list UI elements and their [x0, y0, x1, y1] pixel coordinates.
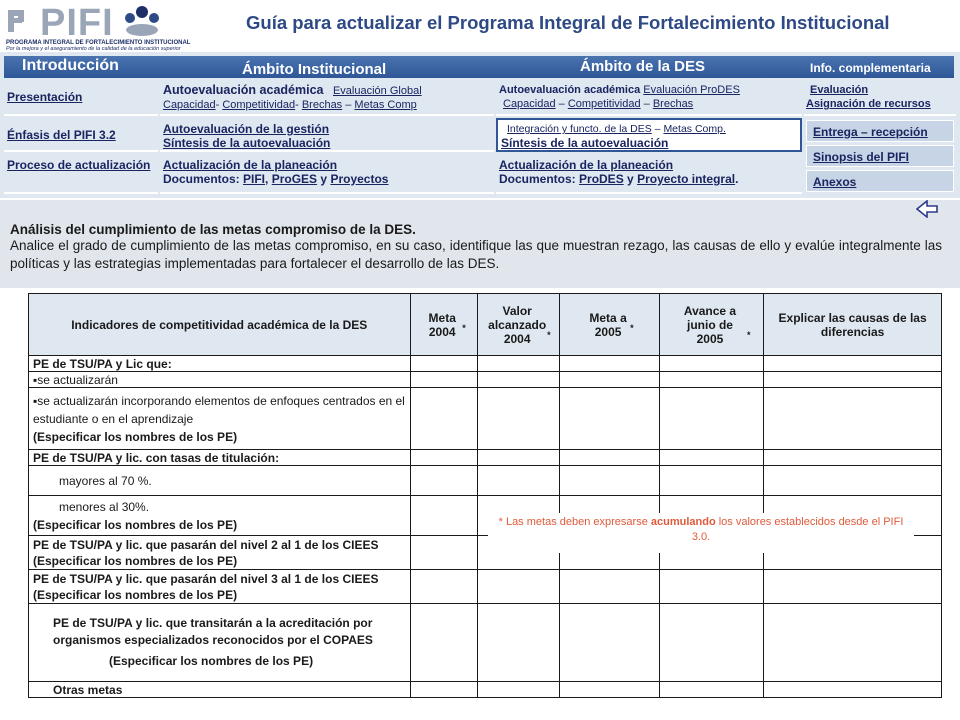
integracion-funcionamiento-link[interactable]: Integración y functo. de la DES — [507, 123, 652, 135]
row-label: PE de TSU/PA y lic. que pasarán del nivel 2 al 1 de los CIEES (Especificar los nombres de los PE) — [29, 536, 411, 570]
logo-tagline: Por la mejora y el aseguramiento de la calidad de la educación superior — [6, 46, 181, 52]
evaluacion-link[interactable]: Evaluación — [810, 84, 869, 96]
autoevaluacion-academica-des-label: Autoevaluación académica — [499, 84, 641, 96]
table-cell[interactable] — [660, 604, 764, 682]
analysis-body: Analice el grado de cumplimiento de las metas compromiso, en su caso, identifique las que muestran rezago, las causas de ello y evalúe integralmente las políticas y las estrategias implementadas para fortalecer el desarrollo de las DES. — [10, 238, 942, 271]
row-label: ▪se actualizarán incorporando elementos de enfoques centrados en el estudiante o en el aprendizaje (Especificar los nombres de los PE) — [29, 388, 411, 450]
table-cell[interactable] — [764, 682, 942, 698]
documentos-label: Documentos: — [163, 172, 240, 186]
table-cell[interactable] — [660, 356, 764, 372]
sinopsis-pifi-button[interactable] — [806, 145, 954, 167]
brechas-link[interactable]: Brechas — [301, 99, 343, 111]
people-globe-icon — [122, 4, 162, 38]
header-avance-2005: Avance a junio de 2005 * — [660, 294, 764, 356]
table-row — [29, 356, 942, 372]
y-separator: y — [320, 172, 328, 186]
enfasis-link[interactable]: Énfasis del PIFI 3.2 — [7, 128, 116, 142]
sintesis-autoevaluacion-link[interactable]: Síntesis de la autoevaluación — [163, 136, 331, 150]
pifi-logo — [4, 2, 190, 52]
evaluacion-global-link[interactable]: Evaluación Global — [332, 85, 422, 97]
nav-presentacion-cell — [4, 80, 158, 116]
row-label: PE de TSU/PA y Lic que: — [29, 356, 411, 372]
table-cell[interactable] — [660, 570, 764, 604]
table-cell[interactable] — [560, 466, 660, 496]
table-cell[interactable] — [660, 372, 764, 388]
nav-evaluacion-cell — [804, 80, 956, 116]
table-cell[interactable] — [410, 466, 478, 496]
anexos-label: Anexos — [813, 175, 857, 189]
tab-ambito-des[interactable]: Ámbito de la DES — [580, 58, 706, 75]
nav-autoevaluacion-des-cell: Autoevaluación académica Evaluación ProDES Capacidad – Competitividad – Brechas — [496, 80, 802, 116]
analysis-title: Análisis del cumplimiento de las metas compromiso de la DES. — [10, 222, 416, 237]
table-cell[interactable] — [410, 536, 478, 570]
row-label: PE de TSU/PA y lic. con tasas de titulación: — [29, 450, 411, 466]
dot-separator: . — [735, 172, 739, 186]
table-row — [29, 388, 942, 450]
table-cell[interactable] — [410, 388, 478, 450]
tab-info-complementaria[interactable]: Info. complementaria — [810, 61, 931, 75]
competitividad-link[interactable]: Competitividad — [222, 99, 296, 111]
table-header-row — [29, 294, 942, 356]
sintesis-autoevaluacion-des-link[interactable]: Síntesis de la autoevaluación — [501, 136, 669, 150]
nav-planeacion-des-cell — [496, 154, 802, 194]
table-cell[interactable] — [410, 450, 478, 466]
actualizacion-planeacion-des-link[interactable]: Actualización de la planeación — [499, 158, 674, 172]
metas-comp-des-link[interactable]: Metas Comp. — [663, 123, 726, 135]
header-valor-alcanzado-2004: Valor alcanzado 2004 * — [478, 294, 560, 356]
table-cell[interactable] — [764, 372, 942, 388]
actualizacion-planeacion-link[interactable]: Actualización de la planeación — [163, 158, 338, 172]
row-label: menores al 30%. (Especificar los nombres de los PE) — [29, 496, 411, 536]
comma-separator: , — [265, 172, 269, 186]
table-cell[interactable] — [764, 570, 942, 604]
nav-enfasis-cell — [4, 118, 158, 152]
table-cell[interactable] — [478, 682, 560, 698]
navigation-panel — [0, 52, 960, 198]
row-label: ▪se actualizarán — [29, 372, 411, 388]
indicators-table — [28, 293, 942, 698]
header-meta-2004: Meta 2004 * — [410, 294, 478, 356]
nav-gestion-cell — [160, 118, 494, 152]
row-label: PE de TSU/PA y lic. que pasarán del nivel 3 al 1 de los CIEES (Especificar los nombres de los PE) — [29, 570, 411, 604]
page-header — [0, 0, 960, 52]
asignacion-recursos-link[interactable]: Asignación de recursos — [806, 98, 931, 110]
anexos-button[interactable] — [806, 170, 954, 192]
table-cell[interactable] — [410, 496, 478, 536]
analysis-section — [0, 200, 960, 288]
entrega-recepcion-label: Entrega – recepción — [813, 125, 928, 139]
table-cell[interactable] — [478, 356, 560, 372]
table-row — [29, 372, 942, 388]
tab-introduccion[interactable]: Introducción — [22, 57, 119, 74]
proges-doc-link[interactable]: ProGES — [271, 172, 318, 186]
table-cell[interactable] — [410, 356, 478, 372]
header-meta-2005: Meta a 2005 * — [560, 294, 660, 356]
table-cell[interactable] — [410, 570, 478, 604]
proyecto-integral-link[interactable]: Proyecto integral — [637, 172, 736, 186]
table-cell[interactable] — [478, 466, 560, 496]
page-title: Guía para actualizar el Programa Integral de Fortalecimiento Institucional — [246, 12, 890, 33]
table-cell[interactable] — [410, 604, 478, 682]
header-indicadores: Indicadores de competitividad académica de la DES — [29, 294, 411, 356]
pifi-logo-mark-icon — [6, 6, 40, 36]
table-row — [29, 450, 942, 466]
back-arrow-icon[interactable] — [916, 200, 938, 218]
table-cell[interactable] — [764, 450, 942, 466]
tab-ambito-institucional[interactable]: Ámbito Institucional — [242, 61, 387, 78]
prodes-doc-link[interactable]: ProDES — [579, 172, 624, 186]
nav-proceso-cell — [4, 154, 158, 194]
proyectos-doc-link[interactable]: Proyectos — [330, 172, 389, 186]
table-cell[interactable] — [764, 604, 942, 682]
autoevaluacion-academica-label: Autoevaluación académica — [163, 83, 324, 97]
row-label: Otras metas — [29, 682, 411, 698]
table-cell[interactable] — [660, 682, 764, 698]
table-cell[interactable] — [660, 450, 764, 466]
table-cell[interactable] — [410, 372, 478, 388]
presentacion-link[interactable]: Presentación — [7, 90, 83, 104]
table-cell[interactable] — [764, 466, 942, 496]
table-cell[interactable] — [560, 450, 660, 466]
logo-subtitle: PROGRAMA INTEGRAL DE FORTALECIMIENTO INSTITUCIONAL — [6, 40, 191, 46]
capacidad-link[interactable]: Capacidad — [163, 99, 216, 111]
table-cell[interactable] — [764, 356, 942, 372]
nav-autoevaluacion-institucional-cell: Autoevaluación académica Evaluación Global Capacidad- Competitividad- Brechas – Metas Comp — [160, 80, 494, 116]
row-label: PE de TSU/PA y lic. que transitarán a la acreditación por organismos especializados reconocidos por el COPAES (Especificar los nombres de los PE) — [29, 604, 411, 682]
table-cell[interactable] — [560, 604, 660, 682]
table-cell[interactable] — [560, 372, 660, 388]
metas-note: * Las metas deben expresarse acumulando los valores establecidos desde el PIFI 3.0. — [488, 513, 914, 553]
evaluacion-prodes-link[interactable]: Evaluación ProDES — [643, 84, 740, 96]
sinopsis-pifi-label: Sinopsis del PIFI — [813, 150, 910, 164]
brechas-des-link[interactable]: Brechas — [652, 98, 694, 110]
header-explicar-causas: Explicar las causas de las diferencias — [764, 294, 942, 356]
table-cell[interactable] — [560, 682, 660, 698]
table-cell[interactable] — [560, 356, 660, 372]
documentos-des-label: Documentos: — [499, 172, 576, 186]
table-cell[interactable] — [660, 466, 764, 496]
table-cell[interactable] — [478, 570, 560, 604]
table-cell[interactable] — [410, 682, 478, 698]
table-cell[interactable] — [478, 450, 560, 466]
table-row — [29, 466, 942, 496]
table-row — [29, 570, 942, 604]
metas-comp-link[interactable]: Metas Comp — [354, 99, 417, 111]
table-row — [29, 604, 942, 682]
table-cell[interactable] — [560, 388, 660, 450]
nav-tab-bar — [4, 56, 954, 78]
table-cell[interactable] — [660, 388, 764, 450]
proceso-link[interactable]: Proceso de actualización — [7, 158, 151, 172]
competitividad-des-link[interactable]: Competitividad — [567, 98, 641, 110]
nav-integracion-cell: Integración y functo. de la DES – Metas Comp. Síntesis de la autoevaluación — [496, 118, 802, 152]
logo-text: PIFI — [40, 2, 114, 44]
table-cell[interactable] — [478, 388, 560, 450]
table-cell[interactable] — [478, 372, 560, 388]
table-cell[interactable] — [478, 604, 560, 682]
row-label: mayores al 70 %. — [29, 466, 411, 496]
pifi-doc-link[interactable]: PIFI — [243, 172, 266, 186]
autoevaluacion-gestion-link[interactable]: Autoevaluación de la gestión — [163, 122, 330, 136]
capacidad-des-link[interactable]: Capacidad — [503, 98, 556, 110]
nav-planeacion-cell — [160, 154, 494, 194]
table-cell[interactable] — [560, 570, 660, 604]
y-des-separator: y — [627, 172, 634, 186]
table-cell[interactable] — [764, 388, 942, 450]
entrega-recepcion-button[interactable] — [806, 120, 954, 142]
table-row — [29, 682, 942, 698]
